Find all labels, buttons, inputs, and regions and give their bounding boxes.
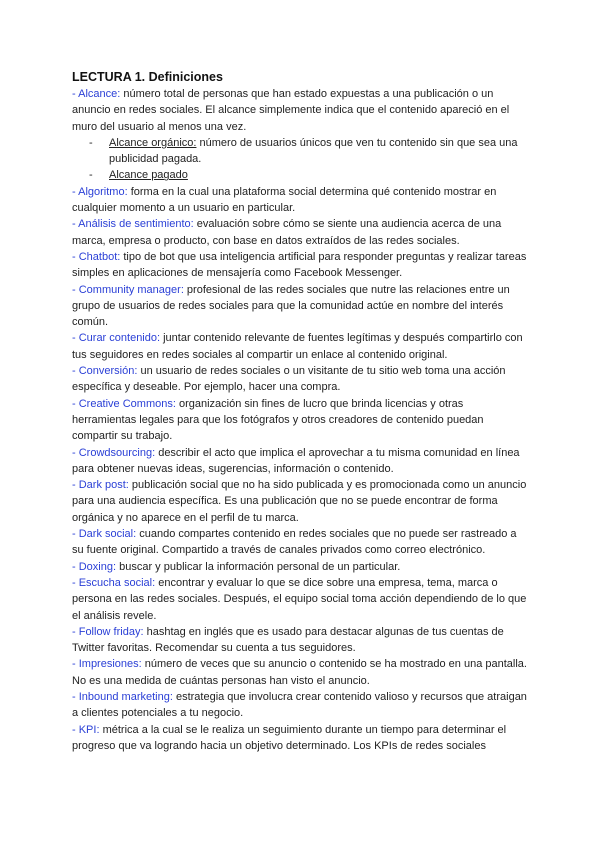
- subitem-alcance-pagado: [72, 167, 530, 183]
- definition-text: buscar y publicar la información personal de un particular.: [116, 560, 401, 573]
- definition-inbound-marketing: [72, 689, 530, 722]
- definition-conversion: [72, 363, 530, 396]
- term-label: - Dark social:: [72, 528, 137, 541]
- definition-text: cuando compartes contenido en redes sociales que no puede ser rastreado a su fuente original. Compartido a través de canales privados como correo electrónico.: [72, 528, 517, 557]
- term-label: - Community manager:: [72, 283, 184, 296]
- term-label: - Alcance:: [72, 88, 121, 100]
- definition-text: juntar contenido relevante de fuentes legítimas y después compartirlo con tus seguidores en redes sociales al compartir un enlace al contenido original.: [72, 332, 523, 361]
- term-label: - Inbound marketing:: [72, 690, 173, 703]
- definition-community-manager: [72, 282, 530, 331]
- definition-follow-friday: [72, 624, 530, 657]
- term-label: - Conversión:: [72, 365, 138, 378]
- definition-text: forma en la cual una plataforma social determina qué contenido mostrar en cualquier momento a un usuario en particular.: [72, 185, 497, 215]
- term-label: - Curar contenido:: [72, 332, 161, 345]
- term-label: - Follow friday:: [72, 625, 144, 638]
- term-label: - Chatbot:: [72, 250, 121, 263]
- term-label: - Creative Commons:: [72, 397, 176, 410]
- term-label: - KPI:: [72, 723, 100, 736]
- definition-curar-contenido: [72, 330, 530, 363]
- page-title: LECTURA 1. Definiciones: [72, 70, 223, 84]
- term-label: - Análisis de sentimiento:: [72, 218, 194, 231]
- definition-crowdsourcing: [72, 445, 530, 478]
- term-label: - Dark post:: [72, 479, 129, 492]
- definition-dark-social: [72, 526, 530, 559]
- definition-algoritmo: [72, 184, 530, 217]
- term-label: - Escucha social:: [72, 576, 156, 589]
- definition-text: organización sin fines de lucro que brinda licencias y otras herramientas legales para que los fotógrafos y otros creadores de contenido puedan compartir su trabajo.: [72, 397, 484, 443]
- definition-text: un usuario de redes sociales o un visitante de tu sitio web toma una acción específica y deseable. Por ejemplo, hacer una compra.: [72, 365, 506, 394]
- definition-text: número total de personas que han estado expuestas a una publicación o un anuncio en redes sociales. El alcance simplemente indica que el contenido apareció en el muro del usuario al menos una vez.: [72, 88, 510, 133]
- definition-text: hashtag en inglés que es usado para destacar algunas de tus cuentas de Twitter favoritas. Recomendar su cuenta a tus seguidores.: [72, 625, 504, 655]
- definition-text: número de veces que su anuncio o contenido se ha mostrado en una pantalla. No es una medida de cuántas personas han visto el anuncio.: [72, 658, 527, 687]
- subitem-label: Alcance pagado: [109, 169, 188, 182]
- subitem-label: Alcance orgánico:: [109, 136, 197, 149]
- term-label: - Crowdsourcing:: [72, 446, 156, 459]
- definition-text: describir el acto que implica el aprovechar a tu misma comunidad en línea para obtener nuevas ideas, sugerencias, información o contenido.: [72, 446, 520, 475]
- definition-creative-commons: [72, 396, 530, 445]
- definition-text: evaluación sobre cómo se siente una audiencia acerca de una marca, empresa o producto, con base en datos extraídos de las redes sociales.: [72, 218, 502, 247]
- definition-kpi: [72, 722, 530, 755]
- definition-analisis-sentimiento: [72, 216, 530, 249]
- definition-dark-post: [72, 477, 530, 526]
- definition-text: publicación social que no ha sido publicada y es promocionada como un anuncio para una audiencia específica. Es una publicación que no se puede encontrar de forma orgánica y no aparece en el perfil de tu marca.: [72, 479, 527, 524]
- definition-alcance: [72, 86, 530, 135]
- definition-text: estrategia que involucra crear contenido valioso y recursos que atraigan a clientes potenciales a tu negocio.: [72, 690, 527, 720]
- definition-doxing: [72, 559, 530, 575]
- term-label: - Doxing:: [72, 560, 117, 573]
- definition-impresiones: [72, 656, 530, 689]
- term-label: - Impresiones:: [72, 658, 142, 671]
- list-dash: -: [89, 169, 93, 182]
- definition-text: tipo de bot que usa inteligencia artificial para responder preguntas y realizar tareas simples en aplicaciones de mensajería como Facebook Messenger.: [72, 250, 527, 280]
- definition-text: profesional de las redes sociales que nutre las relaciones entre un grupo de usuarios de redes sociales para que la comunidad actúe en nombre del interés común.: [72, 283, 510, 329]
- definition-escucha-social: [72, 575, 530, 624]
- list-dash: -: [89, 136, 93, 149]
- definition-text: encontrar y evaluar lo que se dice sobre una empresa, tema, marca o persona en las redes sociales. Después, el equipo social toma acción dependiendo de lo que el análisis revele.: [72, 576, 527, 622]
- subitem-alcance-organico: [72, 135, 530, 168]
- subitem-text: número de usuarios únicos que ven tu contenido sin que sea una publicidad pagada.: [109, 136, 518, 166]
- definition-text: métrica a la cual se le realiza un seguimiento durante un tiempo para determinar el progreso que va logrando hacia un objetivo determinado. Los KPIs de redes sociales: [72, 723, 507, 752]
- term-label: - Algoritmo:: [72, 185, 128, 198]
- definition-chatbot: [72, 249, 530, 282]
